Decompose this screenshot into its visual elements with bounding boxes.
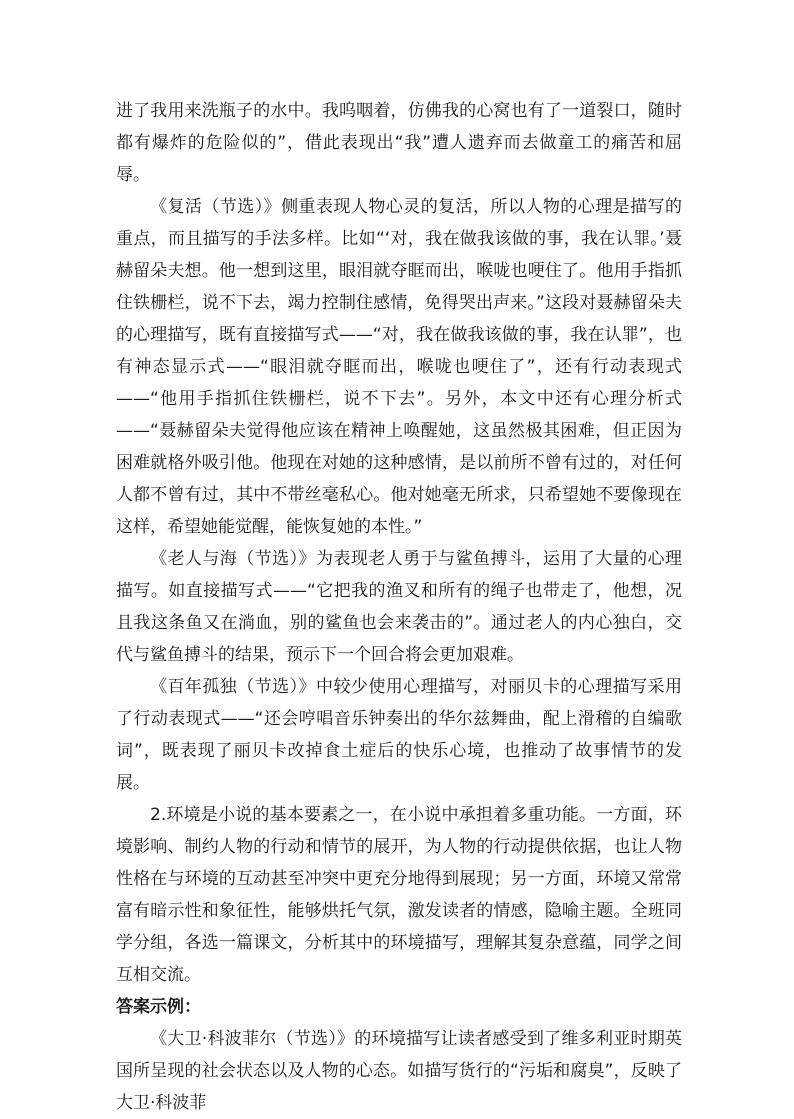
document-page	[116, 95, 682, 1119]
paragraph-resurrection-analysis: 《复活（节选）》侧重表现人物心灵的复活，所以人物的心理是描写的重点，而且描写的手法多样。比如“‘对，我在做我该做的事，我在认罪。’聂赫留朵夫想。他一想到这里，眼泪就夺眶而出，喉咙也哽住了。他用手指抓住铁栅栏，说不下去，竭力控制住感情，免得哭出声来。”这段对聂赫留朵夫的心理描写，既有直接描写式——“对，我在做我该做的事，我在认罪”，也有神态显示式——“眼泪就夺眶而出，喉咙也哽住了”，还有行动表现式——“他用手指抓住铁栅栏，说不下去”。另外，本文中还有心理分析式——“聂赫留朵夫觉得他应该在精神上唤醒她，这虽然极其困难，但正因为困难就格外吸引他。他现在对她的这种感情，是以前所不曾有过的，对任何人都不曾有过，其中不带丝毫私心。他对她毫无所求，只希望她不要像现在这样，希望她能觉醒，能恢复她的本性。”	[116, 197, 682, 537]
paragraph-david-copperfield-analysis: 《大卫·科波菲尔（节选）》的环境描写让读者感受到了维多利亚时期英国所呈现的社会状态以及人物的心态。如描写货行的“污垢和腐臭”，反映了大卫·科波菲	[116, 1029, 682, 1113]
paragraph-continuation: 进了我用来洗瓶子的水中。我呜咽着，仿佛我的心窝也有了一道裂口，随时都有爆炸的危险似的”，借此表现出“我”遭人遗弃而去做童工的痛苦和屈辱。	[116, 101, 682, 185]
paragraph-old-man-and-sea-analysis: 《老人与海（节选）》为表现老人勇于与鲨鱼搏斗，运用了大量的心理描写。如直接描写式——“它把我的渔叉和所有的绳子也带走了，他想，况且我这条鱼又在淌血，别的鲨鱼也会来袭击的”。通过老人的内心独白，交代与鲨鱼搏斗的结果，预示下一个回合将会更加艰难。	[116, 549, 682, 665]
answer-example-heading: 答案示例：	[116, 997, 201, 1017]
paragraph-hundred-years-analysis: 《百年孤独（节选）》中较少使用心理描写，对丽贝卡的心理描写采用了行动表现式——“还会哼唱音乐钟奏出的华尔兹舞曲，配上滑稽的自编歌词”，既表现了丽贝卡改掉食土症后的快乐心境，也推动了故事情节的发展。	[116, 677, 682, 793]
paragraph-question-2: 2.环境是小说的基本要素之一，在小说中承担着多重功能。一方面，环境影响、制约人物的行动和情节的展开，为人物的行动提供依据，也让人物性格在与环境的互动甚至冲突中更充分地得到展现；另一方面，环境又常常富有暗示性和象征性，能够烘托气氛，激发读者的情感，隐喻主题。全班同学分组，各选一篇课文，分析其中的环境描写，理解其复杂意蕴，同学之间互相交流。	[116, 805, 682, 985]
